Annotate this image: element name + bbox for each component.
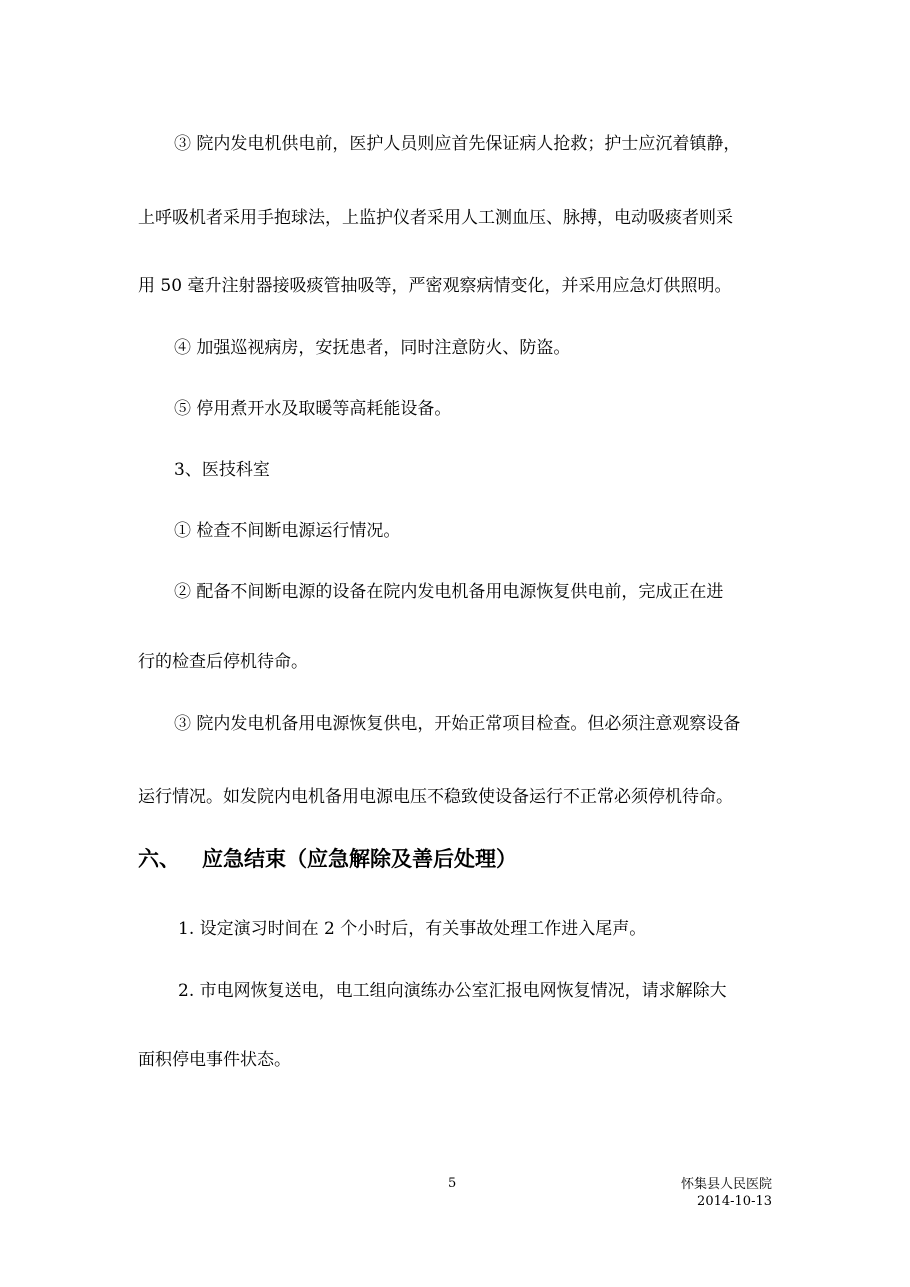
paragraph-line: ③ 院内发电机备用电源恢复供电，开始正常项目检查。但必须注意观察设备: [174, 714, 741, 734]
numbered-item: 2. 市电网恢复送电，电工组向演练办公室汇报电网恢复情况，请求解除大: [178, 981, 727, 1001]
section-subheading: 3、医技科室: [174, 460, 270, 480]
paragraph-line: 运行情况。如发院内电机备用电源电压不稳致使设备运行不正常必须停机待命。: [138, 787, 733, 807]
footer-organization: 怀集县人民医院: [680, 1177, 772, 1192]
paragraph-line: ② 配备不间断电源的设备在院内发电机备用电源恢复供电前，完成正在进: [174, 582, 724, 602]
section-heading-number: 六、: [138, 847, 180, 871]
paragraph-line: 上呼吸机者采用手抱球法，上监护仪者采用人工测血压、脉搏，电动吸痰者则采: [138, 208, 733, 228]
paragraph-line: 用 50 毫升注射器接吸痰管抽吸等，严密观察病情变化，并采用应急灯供照明。: [138, 276, 732, 296]
footer-date: 2014-10-13: [697, 1194, 772, 1209]
paragraph-line: ④ 加强巡视病房，安抚患者，同时注意防火、防盗。: [174, 338, 571, 358]
paragraph-line: ① 检查不间断电源运行情况。: [174, 521, 401, 541]
paragraph-line: 行的检查后停机待命。: [138, 652, 308, 672]
paragraph-line: ③ 院内发电机供电前，医护人员则应首先保证病人抢救；护士应沉着镇静，: [174, 134, 741, 154]
paragraph-line: 面积停电事件状态。: [138, 1050, 291, 1070]
section-heading: [138, 846, 517, 872]
section-heading-text: 应急结束（应急解除及善后处理）: [202, 847, 517, 871]
paragraph-line: ⑤ 停用煮开水及取暖等高耗能设备。: [174, 399, 452, 419]
page-number: 5: [448, 1176, 457, 1191]
numbered-item: 1. 设定演习时间在 2 个小时后，有关事故处理工作进入尾声。: [178, 919, 647, 939]
